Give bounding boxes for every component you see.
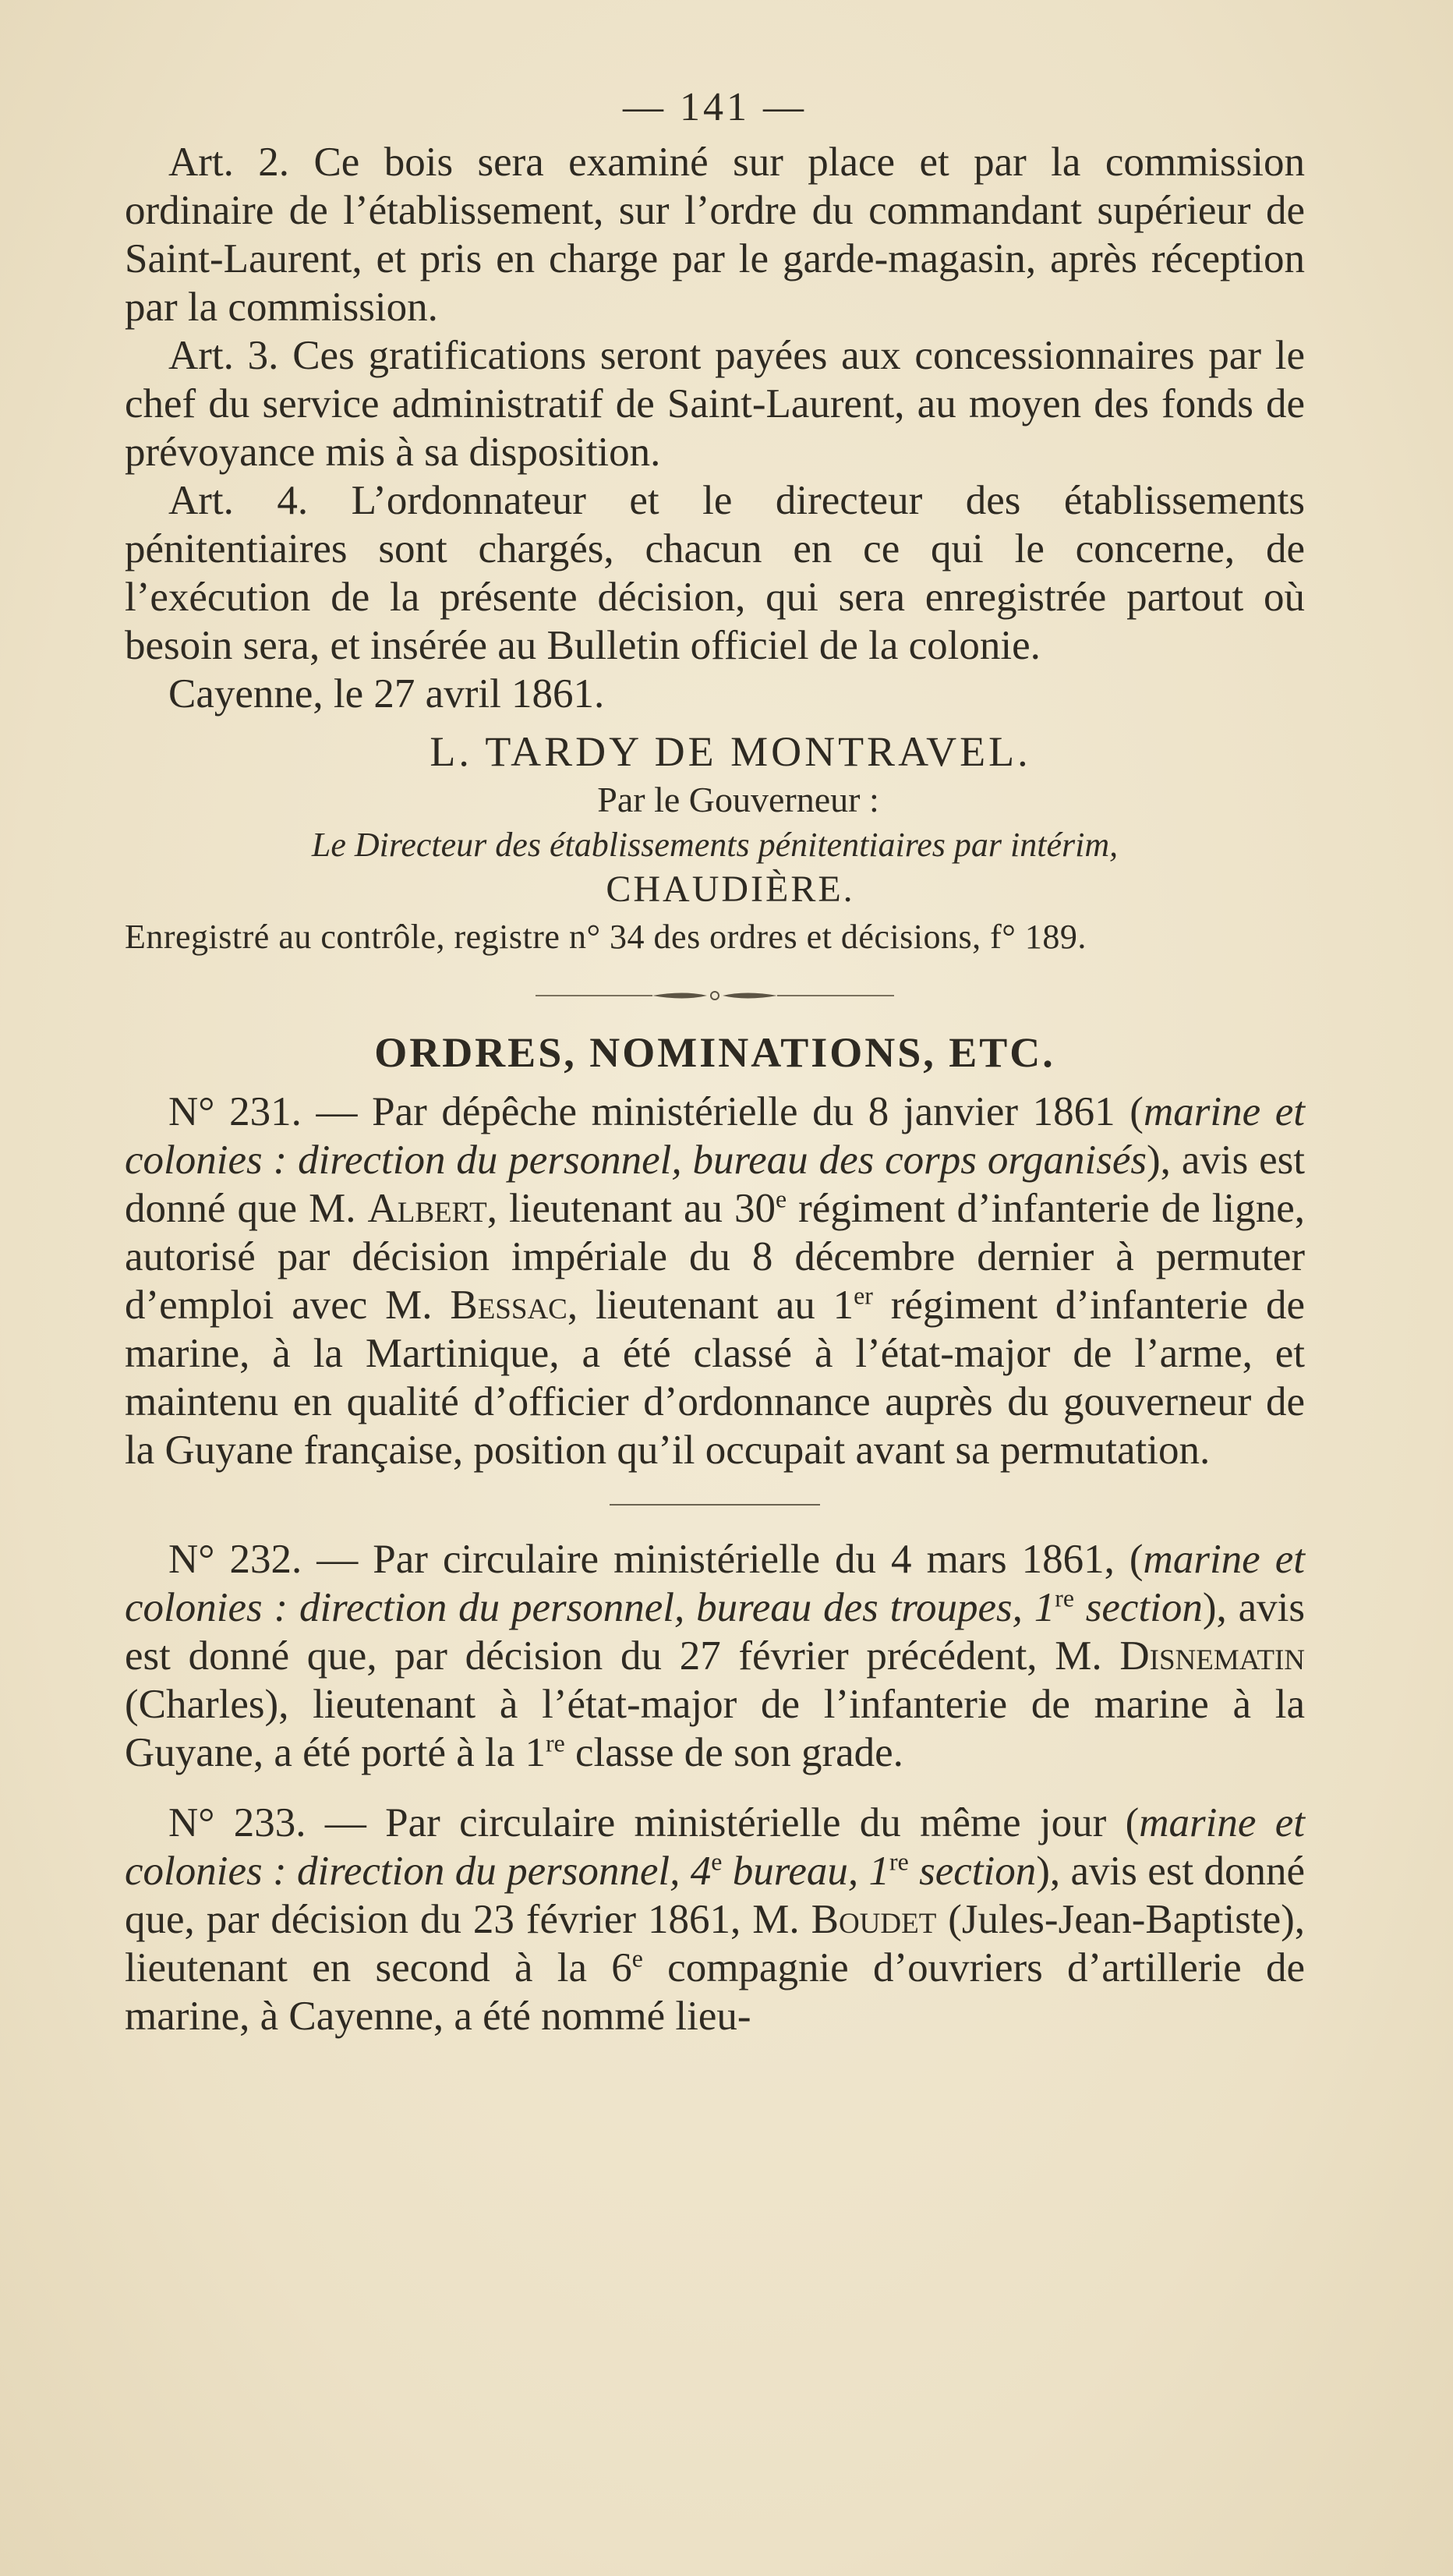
italic-run: section [1073,1585,1203,1630]
person-name: Boudet [811,1897,937,1942]
text-run: (Jules-Jean-Baptiste), lieutenant en second à la 6 [125,1897,1305,1990]
text-run: — Par dépêche ministérielle du 8 janvier 1861 ( [301,1089,1144,1134]
notice-number: N° 231. [168,1089,302,1134]
text-run: compagnie d’ouvriers d’artillerie de marine, à Cayenne, a été nommé lieu- [125,1945,1305,2039]
article-2: Art. 2. Ce bois sera examiné sur place et par la commission ordinaire de l’établissement, sur l’ordre du commandant supérieur de Saint-Laurent, et pris en charge par le garde-magasin, après réception par la commission. [125,140,1305,330]
person-name: Albert [367,1186,487,1231]
text-run: ), avis est donné que, par décision du 27 février précédent, M. [125,1585,1306,1679]
text-run: — Par circulaire ministérielle du même jour ( [306,1800,1140,1845]
text-run: régiment d’infanterie de marine, à la Martinique, a été classé à l’état-major de l’arme, et maintenu en qualité d’officier d’ordonnance auprès du gouverneur de la Guyane française, position qu’il occupait avant sa permutation. [125,1283,1305,1473]
text-run: — Par circulaire ministérielle du 4 mars 1861, ( [302,1537,1144,1582]
italic-run: marine et colonies : direction du personnel, bureau des corps organisés [125,1089,1305,1183]
text-run: régiment d’infanterie de ligne, autorisé par décision impériale du 8 décembre dernier à permuter d’emploi avec M. [125,1186,1305,1328]
signatory-name: L. TARDY DE MONTRAVEL. [430,728,1031,775]
notice-number: N° 233. [168,1800,306,1845]
superscript: re [546,1729,565,1757]
superscript: er [854,1282,873,1310]
article-4: Art. 4. L’ordonnateur et le directeur des établissements pénitentiaires sont chargés, chacun en ce qui le concerne, de l’exécution de la présente décision, qui sera enregistrée partout où besoin sera, et insérée au Bulletin officiel de la colonie. [125,478,1305,668]
italic-run: section [908,1849,1037,1894]
director-name: CHAUDIÈRE. [606,869,855,910]
text-run: ), avis est donné que, par décision du 23 février 1861, M. [125,1849,1306,1942]
italic-run: marine et colonies : direction du personnel, 4 [125,1800,1305,1894]
person-name: Disnematin [1119,1633,1305,1679]
by-governor-line: Par le Gouverneur : [597,780,879,819]
superscript: e [631,1944,643,1973]
superscript: e [775,1185,787,1213]
notice-number: N° 232. [168,1537,302,1582]
text-run: , lieutenant au 30 [486,1186,776,1231]
notice-233 [125,1799,1305,2040]
article-3: Art. 3. Ces gratifications seront payées aux concessionnaires par le chef du service administratif de Saint-Laurent, au moyen des fonds de prévoyance mis à sa disposition. [125,333,1305,475]
superscript: re [889,1848,909,1876]
ornament-icon [536,984,894,1007]
text-run: (Charles), lieutenant à l’état-major de l’infanterie de marine à la Guyane, a été porté à la 1 [125,1682,1305,1775]
separator-rule [610,1504,820,1506]
superscript: re [1055,1584,1074,1612]
text-run: classe de son grade. [564,1730,903,1775]
notice-231 [125,1088,1305,1474]
italic-run: bureau, 1 [722,1849,890,1894]
page-number: — 141 — [623,85,807,129]
director-title: Le Directeur des établissements pénitentiaires par intérim, [311,826,1119,864]
text-run: , lieutenant au 1 [567,1283,854,1328]
italic-run: marine et colonies : direction du personnel, bureau des troupes, 1 [125,1537,1305,1630]
text-run: ), avis est donné que M. [125,1138,1305,1231]
registration-note: Enregistré au contrôle, registre n° 34 des ordres et décisions, f° 189. [125,918,1087,956]
person-name: Bessac [450,1283,567,1328]
section-title: ORDRES, NOMINATIONS, ETC. [374,1029,1055,1076]
superscript: e [711,1848,723,1876]
notice-232 [125,1535,1305,1777]
ornament-divider [125,980,1305,1011]
place-and-date: Cayenne, le 27 avril 1861. [168,671,605,717]
